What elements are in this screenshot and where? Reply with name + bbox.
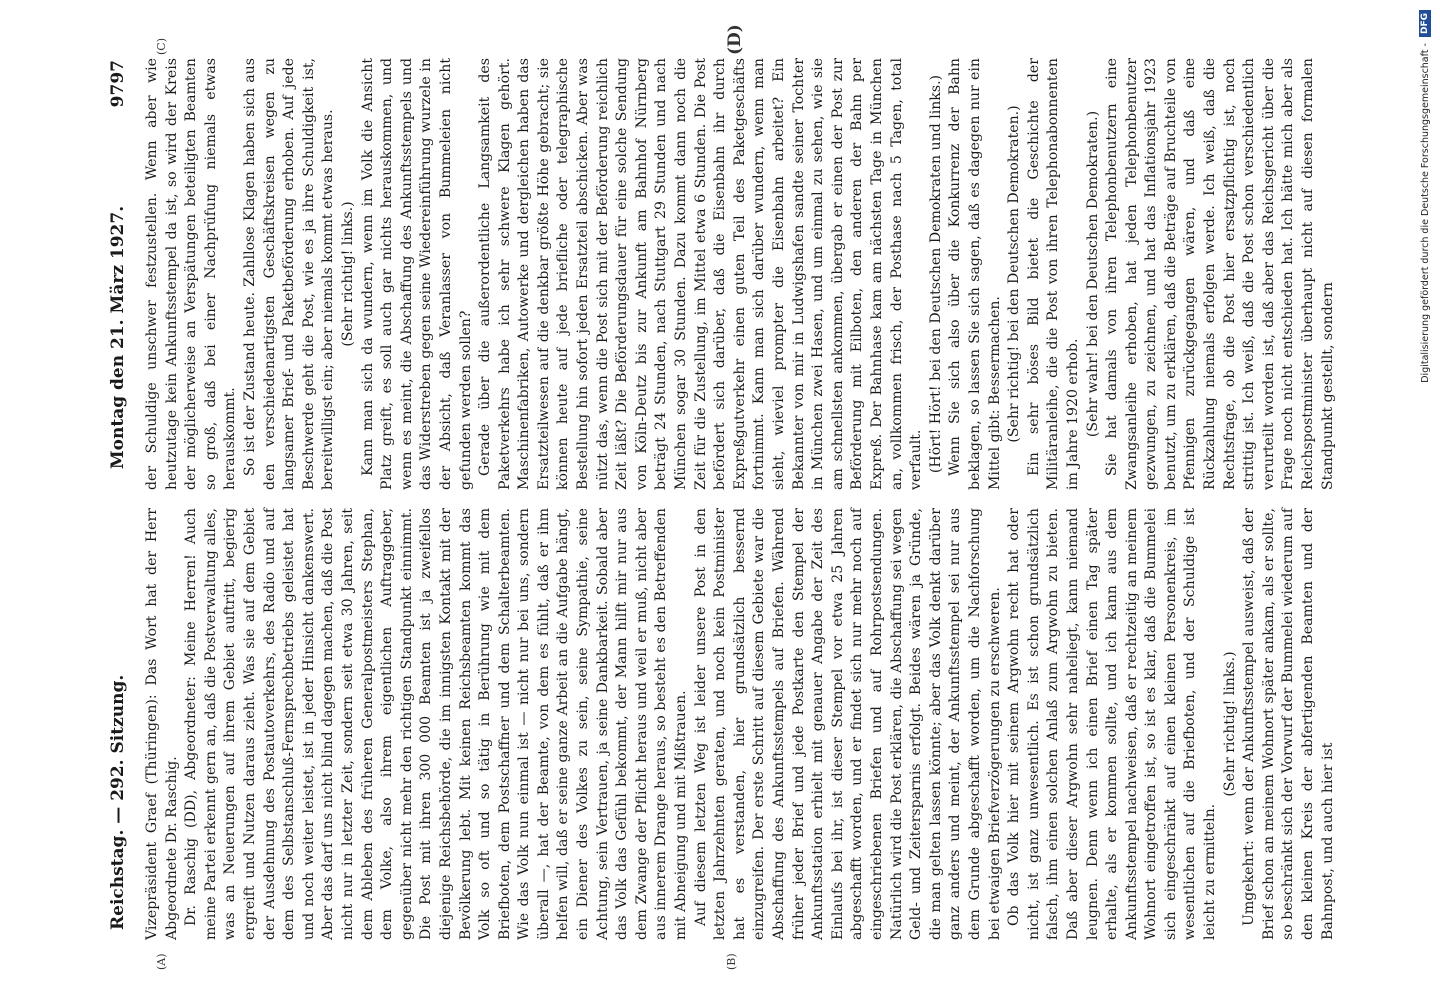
paragraph: Dr. Raschig (DD), Abgeordneter: Meine Herren! Auch meine Partei erkennt gern an, daß die Postverwaltung alles, was an Neuerungen auf ihrem Gebiet auftritt, begierig ergreift und Nutzen daraus zieht. Was sie auf dem Gebiet der Ausdehnung des Postautoverkehrs, des Radio und auf dem des Selbstanschluß-Fernsprechbetriebs geleistet hat und noch weiter leistet, ist in jeder Hinsicht dankenswert. Aber das darf uns nicht blind dagegen machen, daß die Post nicht nur in letzter Zeit, sondern seit etwa 30 Jahren, seit dem Ableben des früheren Generalpostmeisters Stephan, dem Volke, also ihrem eigentlichen Auftraggeber, gegenüber nicht mehr den richtigen Standpunkt einnimmt. Die Post mit ihren 300 000 Beamten ist ja zweifellos diejenige Reichsbehörde, die im innigsten Kontakt mit der Bevölkerung lebt. Mit keinen Reichsbeamten kommt das Volk so oft und so tätig in Berührung wie mit dem Briefboten, dem Postschaffner und dem Schalterbeamten. Wie das Volk nun einmal ist — nicht nur bei uns, sondern überall —, hat der Beamte, von dem es fühlt, daß er ihm helfen will, daß er seine ganze Arbeit an die Aufgabe hängt, ein Diener des Volkes zu sein, seine Sympathie, seine Achtung, sein Vertrauen, ja seine Dankbarkeit. Sobald aber das Volk das Gefühl bekommt, der Mann hilft mir nur aus dem Zwange der Pflicht heraus und weil er muß, nicht aber aus innerem Drange heraus, so besteht es den Betreffenden mit Abneigung und mit Mißtrauen.: [183, 508, 690, 940]
rotated-page: [85, 0, 1345, 1000]
margin-mark-a: (A): [155, 953, 168, 970]
paragraph: Umgekehrt: wenn der Ankunftsstempel ausweist, daß der Brief schon an meinem Wohnort später ankam, als er sollte, so beschränkt sich der Vorwurf der Bummelei wiederum auf den kleinen Kreis der abfertigenden Beamten und der Bahnpost, und auch hier ist: [1241, 508, 1336, 940]
margin-mark-d: (D): [725, 24, 745, 55]
right-column: [143, 58, 1336, 490]
funding-note: Digitalisierung gefördert durch die Deutsche Forschungsgemeinschaft -: [1419, 43, 1431, 383]
paragraph: Ein sehr böses Bild bietet die Geschichte der Militäranleihe, die die Post von ihren Telephonabonnenten im Jahre 1920 erhob.: [1025, 58, 1081, 490]
paragraph: Kann man sich da wundern, wenn im Volk die Ansicht Platz greift, es soll auch gar nichts herauskommen, und wenn es meint, die Abschaffung des Ankunftsstempels und das Widerstreben gegen seine Wiedereinführung wurzele in der Absicht, daß Veranlasser von Bummeleien nicht gefunden werden sollen?: [359, 58, 474, 490]
paragraph: Ob das Volk hier mit seinem Argwohn recht hat oder nicht, ist ganz unwesentlich. Es ist schon grundsätzlich falsch, ihm einen solchen Anlaß zum Argwohn zu bieten. Daß aber dieser Argwohn sehr naheliegt, kann niemand leugnen. Denn wenn ich einen Brief einen Tag später erhalte, als er kommen sollte, und ich kann aus dem Ankunftsstempel nachweisen, daß er rechtzeitig an meinem Wohnort eingetroffen ist, so ist es klar, daß die Bummelei sich eingeschränkt auf einen kleinen Personenkreis, im wesentlichen auf die Briefboten, und der Schuldige ist leicht zu ermitteln.: [1006, 508, 1219, 940]
header-session: Reichstag. — 292. Sitzung.: [108, 674, 128, 930]
page-header: [103, 60, 133, 940]
paragraph: So ist der Zustand heute. Zahllose Klagen haben sich aus den verschiedenartigsten Geschäftskreisen wegen zu langsamer Brief- und Paketbeförderung erhoben. Auf jede Beschwerde geht die Post, wie es ja ihre Schuldigkeit ist, bereitwilligst ein; aber niemals kommt etwas heraus.: [241, 58, 337, 490]
digitization-sidebar: [1404, 0, 1434, 1000]
left-column: [143, 508, 1336, 940]
interjection: (Sehr wahr! bei den Deutschen Demokraten.): [1084, 110, 1101, 438]
interjection: (Hört! Hört! bei den Deutschen Demokraten und links.): [927, 74, 944, 474]
paragraph: der Schuldige unschwer festzustellen. Wenn aber wie heutzutage kein Ankunftsstempel da ist, so wird der Kreis der möglicherweise an Verspätungen beteiligten Beamten so groß, daß bei einer Nachprüfung niemals etwas herauskommt.: [144, 58, 239, 490]
paragraph: Sie hat damals von ihren Telephonbenutzern eine Zwangsanleihe erhoben, hat jeden Telephonbenutzer gezwungen, zu zeichnen, und hat das Inflationsjahr 1923 benutzt, um zu erklären, daß die Beträge auf Bruchteile von Pfennigen zurückgegangen wären, und daß eine Rückzahlung niemals erfolgen werde. Ich weiß, daß die Rechtsfrage, ob die Post hier ersatzpflichtig ist, noch strittig ist. Ich weiß, daß die Post schon verschiedentlich verurteilt worden ist, daß aber das Reichsgericht über die Frage noch nicht entschieden hat. Ich hätte mich aber als Reichspostminister überhaupt nicht auf diesen formalen Standpunkt gestellt, sondern: [1104, 58, 1336, 490]
page-number: 9797: [108, 60, 128, 108]
paragraph: Auf diesem letzten Weg ist leider unsere Post in den letzten Jahrzehnten geraten, und noch kein Postminister hat es verstanden, hier grundsätzlich bessernd einzugreifen. Der erste Schritt auf diesem Gebiete war die Abschaffung des Ankunftsstempels auf Briefen. Während früher jeder Brief und jede Postkarte den Stempel der Ankunftsstation erhielt mit genauer Angabe der Zeit des Einlaufs bei ihr, ist dieser Stempel vor etwa 25 Jahren abgeschafft worden, und er findet sich nur mehr noch auf eingeschriebenen Briefen und auf Rohrpostsendungen. Natürlich wird die Post erklären, die Abschaffung sei wegen Geld- und Zeitersparnis erfolgt. Beides wären ja Gründe, die man gelten lassen könnte; aber das Volk denkt darüber ganz anders und meint, der Ankunftsstempel sei nur aus dem Grunde abgeschafft worden, um die Nachforschung bei etwaigen Briefverzögerungen zu erschweren.: [692, 508, 1003, 940]
dfg-logo-icon: DFG: [1419, 10, 1431, 37]
margin-mark-b: (B): [725, 953, 738, 970]
header-date: Montag den 21. März 1927.: [108, 205, 128, 470]
paragraph: Vizepräsident Graef (Thüringen): Das Wort hat der Herr Abgeordnete Dr. Raschig.: [144, 508, 180, 940]
interjection: (Sehr richtig! links.): [339, 201, 356, 347]
sidebar-text-wrap: [1410, 0, 1440, 1000]
margin-mark-c: (C): [155, 38, 168, 55]
interjection: (Sehr richtig! bei den Deutschen Demokraten.): [1006, 105, 1023, 443]
paragraph: Wenn Sie sich also über die Konkurrenz der Bahn beklagen, so lassen Sie sich sagen, daß es dagegen nur ein Mittel gibt: Bessermachen.: [947, 58, 1003, 490]
paragraph: Gerade über die außerordentliche Langsamkeit des Paketverkehrs habe ich sehr schwere Klagen gehört. Maschinenfabriken, Autowerke und dergleichen haben das Ersatzteilwesen auf die denkbar größte Höhe gebracht; sie können heute auf jede briefliche oder telegraphische Bestellung hin sofort jeden Ersatzteil abschicken. Aber was nützt das, wenn die Post sich mit der Beförderung reichlich Zeit läßt? Die Beförderungsdauer für eine solche Sendung von Köln-Deutz bis zur Ankunft am Bahnhof Nürnberg beträgt 24 Stunden, nach Stuttgart 29 Stunden und nach München sogar 30 Stunden. Dazu kommt dann noch die Zeit für die Zustellung, im Mittel etwa 6 Stunden. Die Post befördert sich darüber, daß die Eisenbahn ihr durch Expreßgutverkehr einen guten Teil des Paketgeschäfts fortnimmt. Kann man sich darüber wundern, wenn man sieht, wieviel prompter die Eisenbahn arbeitet? Ein Bekannter von mir in Ludwigshafen sandte seiner Tochter in München zwei Hasen, und um einmal zu sehen, wie sie am schnellsten ankommen, übergab er einen der Post zur Beförderung mit Eilboten, den anderen der Bahn per Expreß. Der Bahnhase kam am nächsten Tage in München an, vollkommen frisch, der Posthase nach 5 Tagen, total verfault.: [477, 58, 925, 490]
interjection: (Sehr richtig! links.): [1221, 651, 1238, 797]
